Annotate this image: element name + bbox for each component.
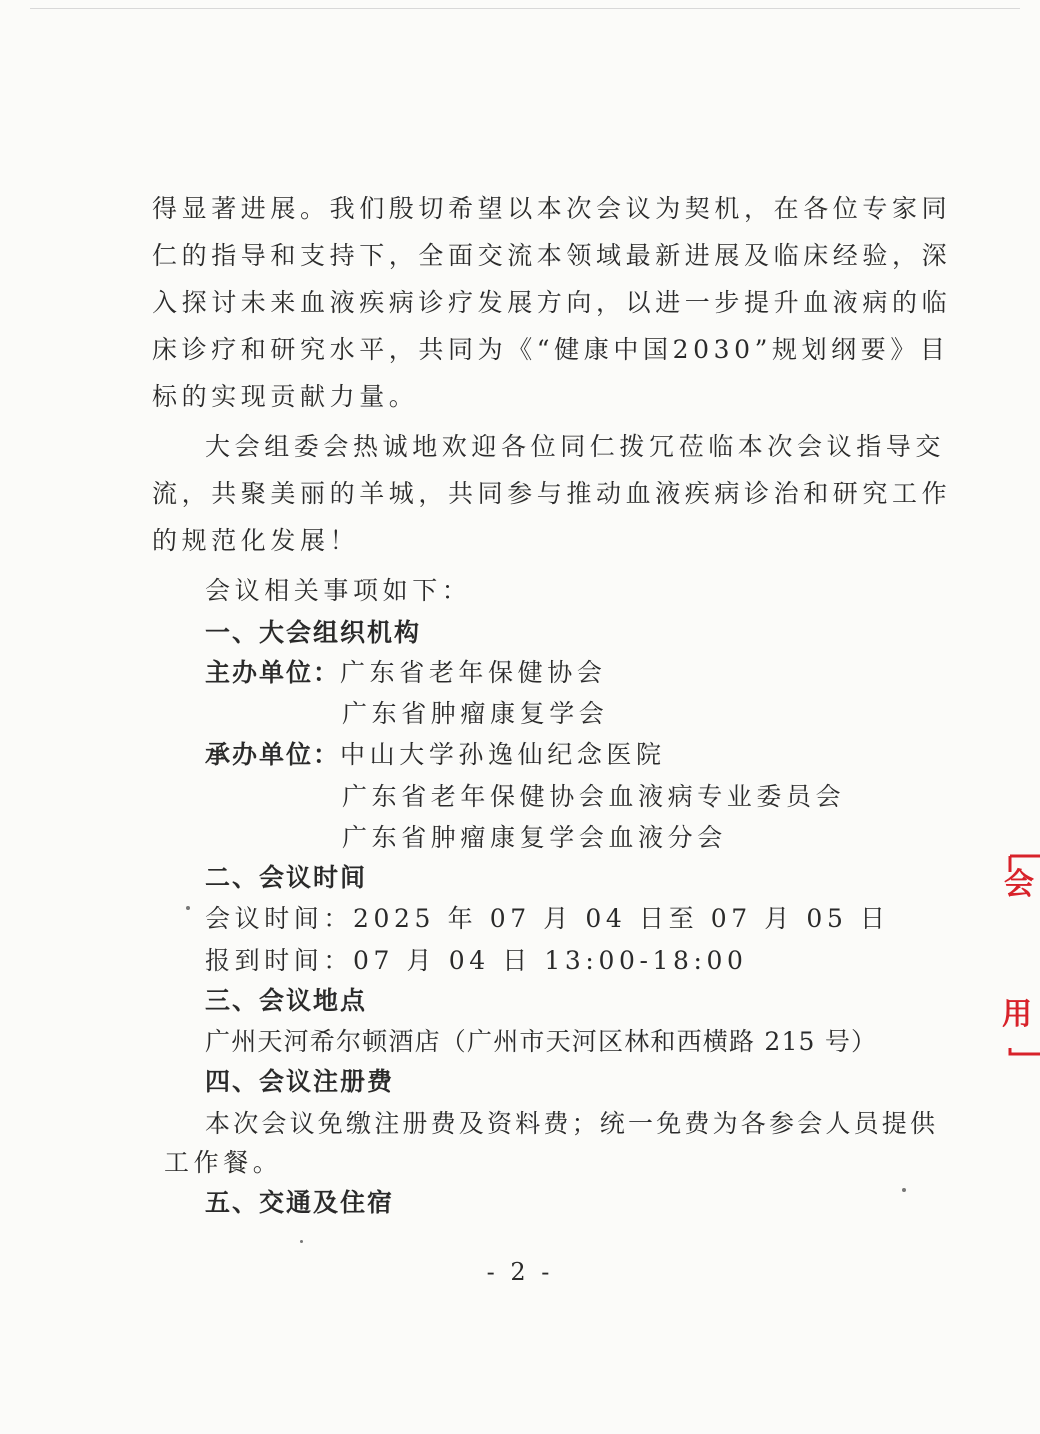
paragraph-line: 流，共聚美丽的羊城，共同参与推动血液疾病诊治和研究工作: [152, 479, 952, 508]
host-name: 广东省肿瘤康复学会: [342, 699, 609, 728]
seal-stamp: [1000, 852, 1040, 1062]
svg-text:会: 会: [1004, 867, 1034, 902]
svg-text:用: 用: [1002, 997, 1032, 1032]
host-row: [205, 650, 606, 696]
organizer-name: 广东省肿瘤康复学会血液分会: [342, 823, 727, 852]
paragraph-line: 大会组委会热诚地欢迎各位同仁拨冗莅临本次会议指导交: [205, 432, 946, 461]
scan-speck: [300, 1240, 303, 1243]
paragraph-line: 床诊疗和研究水平，共同为《“健康中国2030”规划纲要》目: [152, 335, 950, 364]
page-number: - 2 -: [486, 1258, 554, 1286]
paragraph-line: 标的实现贡献力量。: [152, 382, 419, 411]
host-name: 广东省老年保健协会: [340, 658, 607, 687]
section-heading-organization: 一、大会组织机构: [205, 618, 422, 647]
registration-line: 工作餐。: [164, 1148, 283, 1177]
paragraph-line: 的规范化发展！: [152, 526, 360, 555]
host-label: 主办单位：: [205, 658, 341, 687]
section-heading-transport: 五、交通及住宿: [205, 1188, 395, 1217]
scan-speck: [902, 1188, 906, 1192]
meeting-time: 会议时间：2025 年 07 月 04 日至 07 月 05 日: [205, 904, 890, 933]
section-heading-registration: 四、会议注册费: [205, 1067, 395, 1096]
venue: 广州天河希尔顿酒店（广州市天河区林和西横路 215 号）: [205, 1027, 878, 1056]
section-heading-time: 二、会议时间: [205, 863, 368, 892]
scan-speck: [186, 906, 190, 910]
organizer-row: [205, 732, 666, 778]
organizer-name: 中山大学孙逸仙纪念医院: [340, 740, 666, 769]
organizer-label: 承办单位：: [205, 740, 341, 769]
organizer-name: 广东省老年保健协会血液病专业委员会: [342, 782, 846, 811]
paragraph-line: 仁的指导和支持下，全面交流本领域最新进展及临床经验，深: [152, 241, 952, 270]
registration-line: 本次会议免缴注册费及资料费；统一免费为各参会人员提供: [205, 1109, 939, 1138]
section-heading-venue: 三、会议地点: [205, 986, 368, 1015]
checkin-time: 报到时间：07 月 04 日 13:00-18:00: [205, 946, 748, 975]
paragraph-line: 入探讨未来血液疾病诊疗发展方向，以进一步提升血液病的临: [152, 288, 952, 317]
scan-edge-line: [30, 8, 1020, 9]
paragraph-line: 得显著进展。我们殷切希望以本次会议为契机，在各位专家同: [152, 194, 952, 223]
intro-line: 会议相关事项如下：: [205, 576, 472, 605]
